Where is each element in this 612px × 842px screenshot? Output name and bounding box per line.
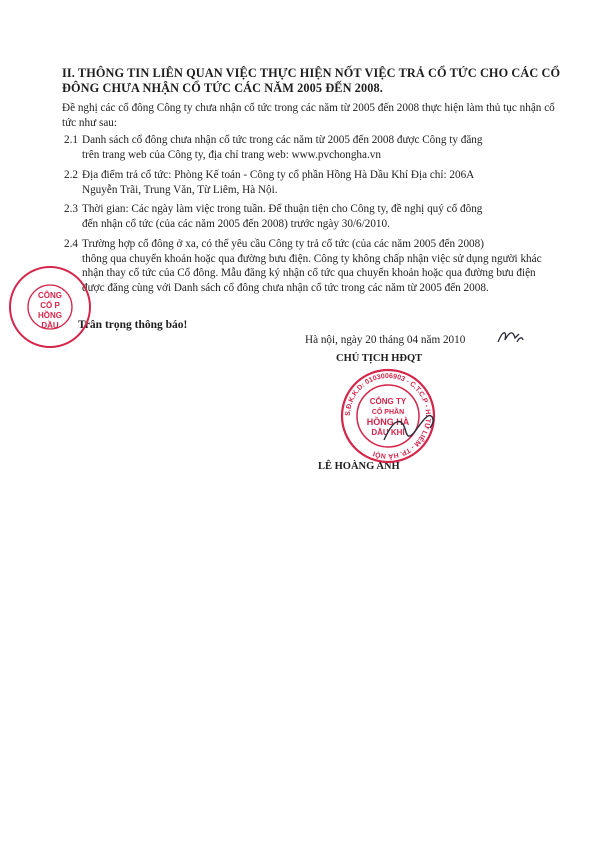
item-text: Danh sách cổ đông chưa nhận cổ tức trong các năm từ 2005 đến 2008 được Công ty đăng xyxy=(82,134,483,146)
item-text: Địa điểm trả cổ tức: Phòng Kế toán - Công ty cổ phần Hồng Hà Dầu Khí Địa chỉ: 206A xyxy=(82,169,475,181)
svg-text:DẦU: DẦU xyxy=(41,321,59,330)
item-text-continued: thông qua chuyển khoản hoặc qua đường bưu điện. Công ty không chấp nhận việc sử dụng người khác nhận thay cổ tức của Cổ đông. Mẫu đăng ký nhận cổ tức qua chuyển khoản hoặc qua đường bưu điện được đăng cùng với Danh sách cổ đông chưa nhận cổ tức trong các năm từ 2005 đến 2008. xyxy=(82,252,542,294)
item-text: Thời gian: Các ngày làm việc trong tuần. Để thuận tiện cho Công ty, đề nghị quý cổ đông xyxy=(82,203,483,215)
signature-mark xyxy=(495,326,525,348)
signer-name: LÊ HOÀNG ANH xyxy=(318,461,400,472)
signer-title: CHỦ TỊCH HĐQT xyxy=(336,353,423,364)
seal-line: HỒNG HÀ xyxy=(366,417,410,427)
list-item xyxy=(64,237,550,295)
seal-line: DẦU KHÍ xyxy=(371,428,405,437)
item-text-continued: Nguyễn Trãi, Trung Văn, Từ Liêm, Hà Nội. xyxy=(82,183,278,196)
section-heading: II. THÔNG TIN LIÊN QUAN VIỆC THỰC HIỆN NỐT VIỆC TRẢ CỔ TỨC CHO CÁC CỔ ĐÔNG CHƯA NHẬN CỔ TỨC CÁC NĂM 2005 ĐẾN 2008. xyxy=(62,66,561,95)
item-number: 2.2 xyxy=(64,169,78,181)
seal-ring-text: S.Đ.K.K.D: 0103006903 - C.T.C.P - H. TỪ LIÊM - TP. HÀ NỘI xyxy=(344,372,432,460)
company-seal-partial xyxy=(8,262,94,352)
svg-text:CỔ P: CỔ P xyxy=(40,301,60,310)
date-line: Hà nội, ngày 20 tháng 04 năm 2010 xyxy=(305,334,466,346)
item-text-continued: đến nhận cổ tức (của các năm 2005 đến 2008) trước ngày 30/6/2010. xyxy=(82,217,390,230)
list-item xyxy=(64,202,550,231)
list-item xyxy=(64,168,550,197)
item-number: 2.3 xyxy=(64,203,78,215)
seal-line: CÔNG TY xyxy=(369,397,407,406)
intro-paragraph: Đề nghị các cổ đông Công ty chưa nhận cổ tức trong các năm từ 2005 đến 2008 thực hiện làm thủ tục nhận cổ tức như sau: xyxy=(62,102,555,129)
svg-text:HỒNG: HỒNG xyxy=(38,311,62,320)
signature-scribble xyxy=(380,410,440,450)
list-item xyxy=(64,133,550,162)
item-number: 2.4 xyxy=(64,238,78,250)
closing-remark: Trân trọng thông báo! xyxy=(78,319,188,331)
svg-text:CÔNG: CÔNG xyxy=(38,291,62,300)
item-text: Trường hợp cổ đông ở xa, có thể yêu cầu Công ty trả cổ tức (của các năm 2005 đến 2008) xyxy=(82,238,484,250)
item-text-continued: trên trang web của Công ty, địa chỉ trang web: www.pvchongha.vn xyxy=(82,148,381,161)
item-number: 2.1 xyxy=(64,134,78,146)
seal-line: CỔ PHẦN xyxy=(371,409,405,416)
